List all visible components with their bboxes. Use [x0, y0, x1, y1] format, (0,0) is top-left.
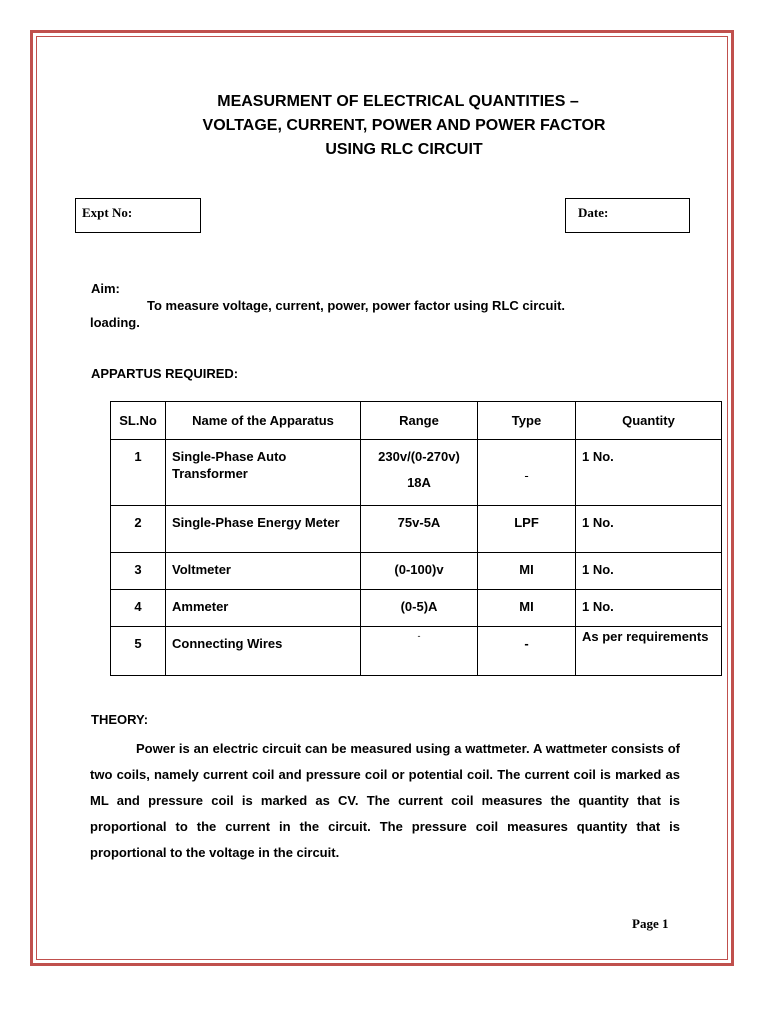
table-row [111, 553, 722, 590]
theory-text: Power is an electric circuit can be measured using a wattmeter. A wattmeter consists of two coils, namely current coil and pressure coil or potential coil. The current coil is marked as ML and pressure coil is marked as CV. The current coil measures the quantity that is proportional to the current in the circuit. The pressure coil measures quantity that is proportional to the voltage in the circuit. [90, 741, 680, 860]
cell-name: Single-Phase Auto Transformer [172, 449, 287, 481]
aim-text: To measure voltage, current, power, power factor using RLC circuit. [147, 298, 566, 313]
cell-type: MI [519, 599, 534, 614]
cell-slno: 4 [134, 599, 142, 614]
apparatus-heading: APPARTUS REQUIRED: [91, 366, 239, 381]
cell-range: (0-100)v [394, 562, 444, 577]
cell-range [361, 440, 477, 491]
cell-type: MI [519, 562, 534, 577]
col-header-quantity: Quantity [576, 402, 722, 440]
aim-text-2: loading. [90, 315, 140, 330]
date-label: Date: [578, 205, 609, 220]
col-header-slno: SL.No [111, 402, 166, 440]
table-row [111, 627, 722, 676]
cell-quantity: 1 No. [582, 449, 614, 464]
cell-slno: 3 [134, 562, 142, 577]
cell-slno: 1 [134, 449, 142, 464]
col-header-range: Range [361, 402, 478, 440]
cell-range-secondary: 18A [407, 475, 431, 490]
cell-range: (0-5)A [400, 599, 438, 614]
cell-type: - [524, 468, 529, 483]
aim-label: Aim: [91, 281, 120, 296]
table-header-row [111, 402, 722, 440]
cell-slno: 5 [134, 636, 142, 651]
page-number: Page 1 [632, 916, 669, 931]
theory-heading: THEORY: [91, 712, 149, 727]
cell-quantity: 1 No. [582, 515, 614, 530]
cell-range-primary: 230v/(0-270v) [378, 449, 460, 464]
table-row [111, 506, 722, 553]
cell-name: Voltmeter [172, 562, 231, 577]
date-box [565, 198, 690, 233]
cell-quantity: As per requirements [582, 629, 709, 644]
cell-range: - [417, 631, 421, 641]
title-line-1: MEASURMENT OF ELECTRICAL QUANTITIES – [217, 93, 579, 110]
cell-type: LPF [514, 515, 539, 530]
cell-name: Ammeter [172, 599, 229, 614]
expt-no-label: Expt No: [82, 205, 133, 220]
cell-quantity: 1 No. [582, 599, 614, 614]
cell-name: Single-Phase Energy Meter [172, 515, 340, 530]
document-title [0, 90, 768, 162]
col-header-name: Name of the Apparatus [166, 402, 361, 440]
table-row [111, 440, 722, 506]
apparatus-table [110, 401, 722, 676]
title-line-2: VOLTAGE, CURRENT, POWER AND POWER FACTOR [202, 117, 606, 134]
col-header-type: Type [478, 402, 576, 440]
cell-name: Connecting Wires [172, 636, 283, 651]
theory-paragraph [90, 736, 680, 866]
expt-no-box [75, 198, 201, 233]
cell-type: - [524, 636, 529, 651]
cell-range: 75v-5A [397, 515, 441, 530]
cell-slno: 2 [134, 515, 142, 530]
aim-section [91, 280, 565, 331]
table-row [111, 590, 722, 627]
title-line-3: USING RLC CIRCUIT [325, 141, 483, 158]
cell-quantity: 1 No. [582, 562, 614, 577]
